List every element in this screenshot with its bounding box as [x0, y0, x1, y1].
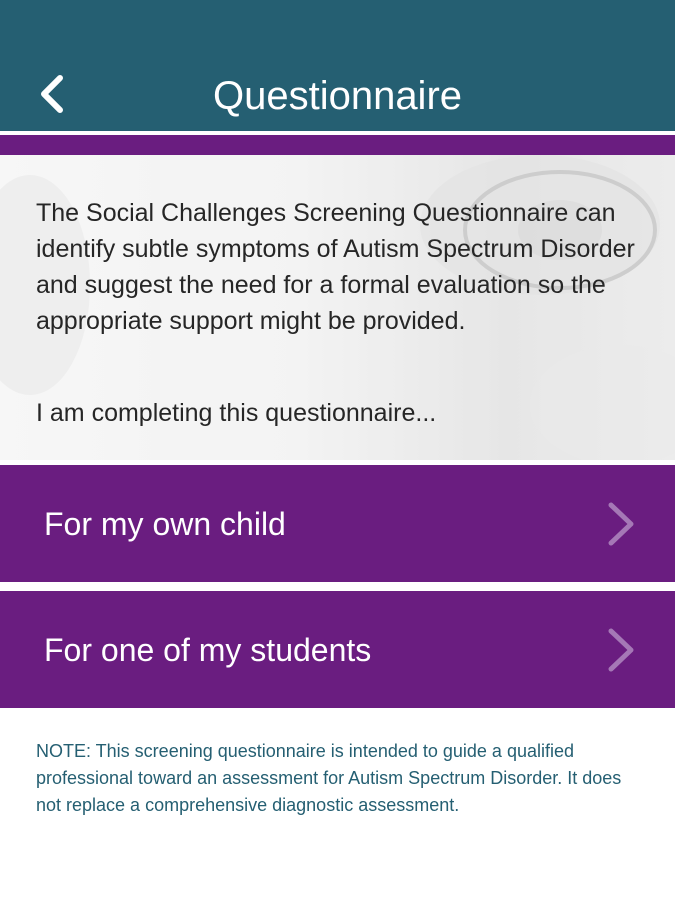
- accent-band: [0, 135, 675, 155]
- intro-prompt: I am completing this questionnaire...: [36, 399, 437, 427]
- app-header: [0, 0, 675, 131]
- option-label: For one of my students: [44, 632, 372, 668]
- page-title: Questionnaire: [212, 74, 463, 118]
- disclaimer-note: NOTE: This screening questionnaire is intended to guide a qualified professional toward an assessment for Autism Spectrum Disorder. It does not replace a comprehensive diagnostic assessment.: [36, 741, 622, 815]
- intro-description: The Social Challenges Screening Questionnaire can identify subtle symptoms of Autism Spectrum Disorder and suggest the need for a formal evaluation so the appropriate support might be provided.: [36, 199, 635, 335]
- chevron-right-icon: [601, 501, 641, 547]
- chevron-right-icon: [601, 627, 641, 673]
- intro-panel: [0, 155, 675, 460]
- option-student[interactable]: [0, 591, 675, 708]
- option-own-child[interactable]: [0, 465, 675, 582]
- option-label: For my own child: [44, 506, 286, 542]
